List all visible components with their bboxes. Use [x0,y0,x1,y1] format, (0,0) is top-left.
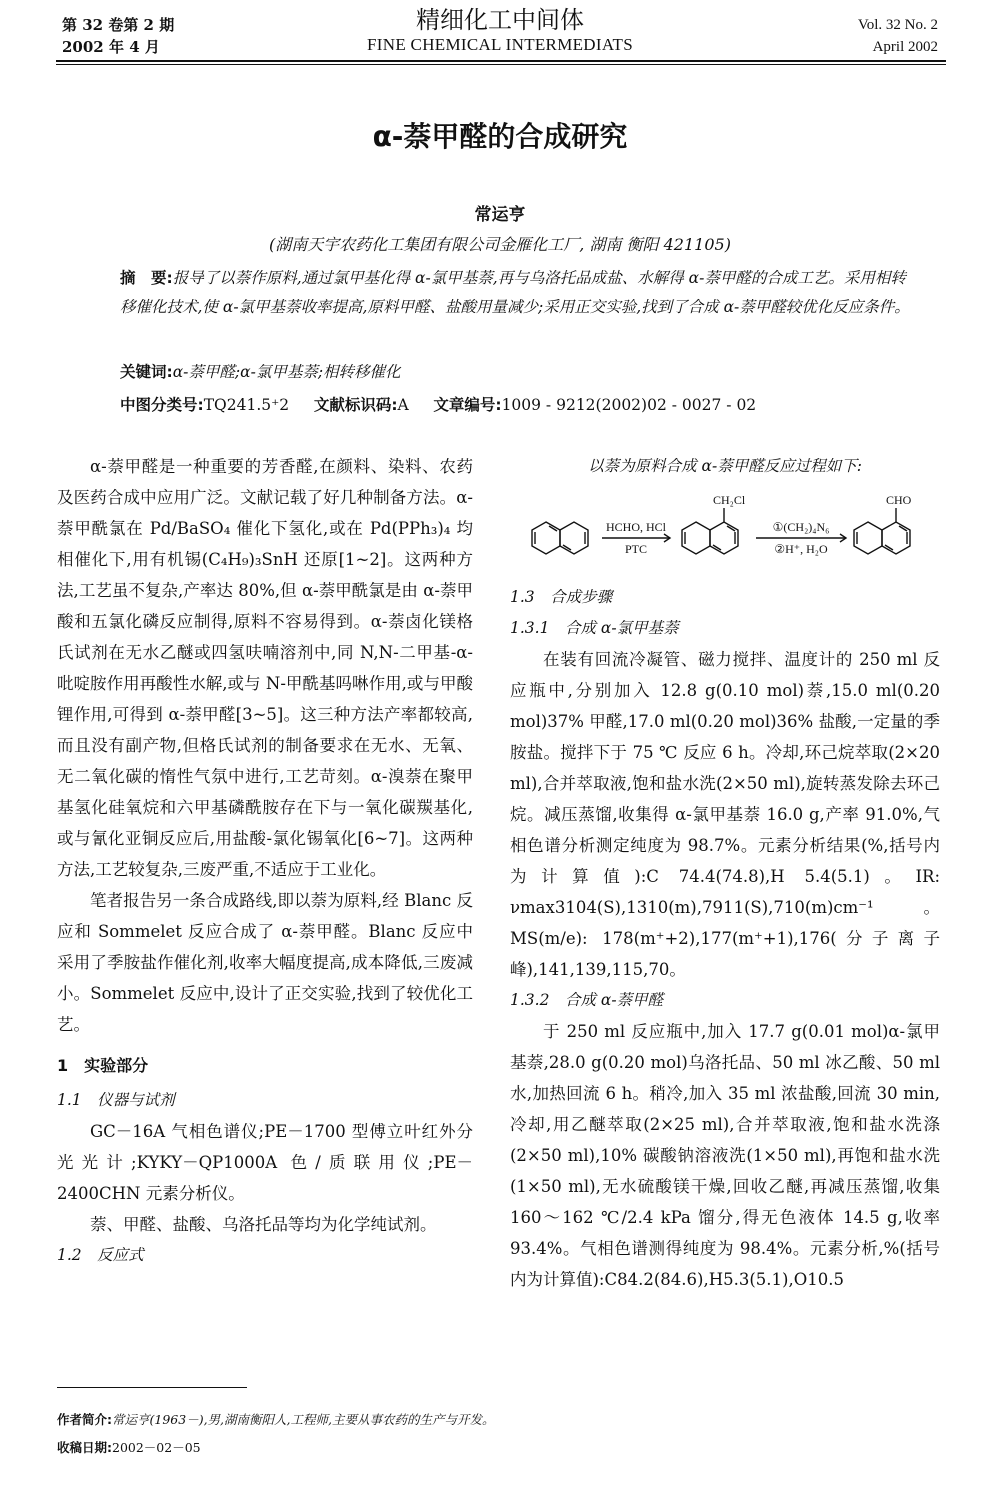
journal-date: 2002 年 4 月 [62,38,160,56]
intro-paragraph-1: α-萘甲醛是一种重要的芳香醛,在颜料、染料、农药及医药合成中应用广泛。文献记载了好几种制备方法。α-萘甲酰氯在 Pd/BaSO₄ 催化下氢化,或在 Pd(PPh₃)₄ 均相催化下,用有机锡(C₄H₉)₃SnH 还原[1~2]。这两种方法,工艺虽不复杂,产率达 80%,但 α-萘甲酰氯是由 α-萘甲酸和五氯化磷反应制得,原料不容易得到。α-萘卤化镁格氏试剂在无水乙醚或四氢呋喃溶剂中,同 N,N-二甲基-α-吡啶胺作用再酸性水解,或与 N-甲酰基吗啉作用,或与甲酸锂作用,可得到 α-萘甲醛[3~5]。这三种方法产率都较高,而且没有副产物,但格氏试剂的制备要求在无水、无氧、无二氧化碳的惰性气氛中进行,工艺苛刻。α-溴萘在聚甲基氢化硅氧烷和六甲基磷酰胺存在下与一氧化碳羰基化,或与氰化亚铜反应后,用盐酸-氯化锡氧化[6~7]。这两种方法,工艺较复杂,三废严重,不适应于工业化。 [57,457,473,879]
journal-issue [62,14,174,58]
paper-title: α-萘甲醛的合成研究 [372,120,628,153]
journal-date-en: April 2002 [872,39,938,55]
keywords-label: 关键词: [120,363,173,381]
abstract-label: 摘 要: [120,269,173,287]
author-bio-text: 常运亨(1963－),男,湖南衡阳人,工程师,主要从事农药的生产与开发。 [112,1412,495,1427]
article-id-value: 1009 - 9212(2002)02 - 0027 - 02 [501,396,757,414]
section-1-heading: 1 实验部分 [57,1056,149,1075]
keywords-text: α-萘甲醛;α-氯甲基萘;相转移催化 [172,363,401,381]
author-affiliation: (湖南天宇农药化工集团有限公司金雁化工厂, 湖南 衡阳 421105) [269,235,731,254]
synthesis-1-paragraph: 在装有回流冷凝管、磁力搅拌、温度计的 250 ml 反应瓶中,分别加入 12.8 g(0.10 mol)萘,15.0 ml(0.20 mol)37% 甲醛,17.0 ml(0.20 mol)36% 盐酸,一定量的季胺盐。搅拌下于 75 ℃ 反应 6 h。冷却,环己烷萃取(2×20 ml),合并萃取液,饱和盐水洗(2×50 ml),旋转蒸发除去环己烷。减压蒸馏,收集得 α-氯甲基萘 16.0 g,产率 91.0%,气相色谱分析测定纯度为 98.7%。元素分析结果(%,括号内为计算值):C 74.4(74.8),H 5.4(5.1)。IR: νmax3104(S),1310(m),7911(S),710(m)cm⁻¹。MS(m/e): 178(m⁺+2),177(m⁺+1),176(分子离子峰),141,139,115,70。 [510,650,940,979]
instruments-paragraph: GC－16A 气相色谱仪;PE－1700 型傅立叶红外分光光计;KYKY－QP1000A 色/质联用仪;PE－2400CHN 元素分析仪。 [57,1122,473,1203]
section-1-3-2-heading: 1.3.2 合成 α-萘甲醛 [510,991,664,1009]
reaction-scheme-drawing [510,482,940,582]
synthesis-2-paragraph: 于 250 ml 反应瓶中,加入 17.7 g(0.01 mol)α-氯甲基萘,28.0 g(0.20 mol)乌洛托品、50 ml 冰乙酸、50 ml 水,加热回流 6 h。稍冷,加入 35 ml 浓盐酸,回流 30 min,冷却,用乙醚萃取(2×25 ml),合并萃取液,饱和盐水洗涤(2×50 ml),10% 碳酸钠溶液洗(1×50 ml),再饱和盐水洗(1×50 ml),无水硫酸镁干燥,回收乙醚,再减压蒸馏,收集 160～162 ℃/2.4 kPa 馏分,得无色液体 14.5 g,收率 93.4%。气相色谱测得纯度为 98.4%。元素分析,%(括号内为计算值):C84.2(84.6),H5.3(5.1),O10.5 [510,1022,940,1289]
reagent-2-bottom: ②H⁺, H₂O [774,542,828,556]
left-column [57,451,473,1271]
keywords [120,360,401,382]
header-rule-thin [56,64,946,65]
abstract [84,264,914,322]
reagent-2-top: ①(CH₂)₄N₆ [772,520,830,534]
header-rule [56,60,946,62]
right-column [510,451,940,1295]
classification-line [120,393,756,415]
section-1-1-heading: 1.1 仪器与试剂 [57,1091,175,1109]
naphthaldehyde-structure [854,508,910,554]
received-date-label: 收稿日期: [57,1440,112,1455]
author-bio-label: 作者简介: [57,1412,112,1427]
author-bio [57,1410,494,1428]
reaction-caption: 以萘为原料合成 α-萘甲醛反应过程如下: [588,457,862,475]
cho-label: CHO [886,493,912,507]
ch2cl-label: CH₂Cl [713,493,746,507]
section-1-2-heading: 1.2 反应式 [57,1246,144,1264]
received-date [57,1438,201,1456]
clc-value: TQ241.5⁺2 [203,396,290,414]
doc-code-label: 文献标识码: [313,396,398,414]
footnote-rule [57,1387,247,1388]
chloromethylnaphthalene-structure [682,508,738,554]
author-name: 常运亨 [474,205,526,225]
journal-name-en: FINE CHEMICAL INTERMEDIATS [367,35,633,54]
abstract-text: 报导了以萘作原料,通过氯甲基化得 α-氯甲基萘,再与乌洛托品成盐、水解得 α-萘甲醛的合成工艺。采用相转移催化技术,使 α-氯甲基萘收率提高,原料甲醛、盐酸用量减少;采用正交实验,找到了合成 α-萘甲醛较优化反应条件。 [120,269,910,316]
intro-paragraph-2: 笔者报告另一条合成路线,即以萘为原料,经 Blanc 反应和 Sommelet 反应合成了 α-萘甲醛。Blanc 反应中采用了季胺盐作催化剂,收率大幅度提高,成本降低,三废减小。Sommelet 反应中,设计了正交实验,找到了较优化工艺。 [57,891,473,1034]
clc-label: 中图分类号: [120,396,204,414]
received-date-value: 2002－02－05 [112,1440,201,1455]
journal-name [300,6,700,56]
naphthalene-structure [532,522,588,554]
reagents-paragraph: 萘、甲醛、盐酸、乌洛托品等均为化学纯试剂。 [90,1215,437,1234]
reagent-1-bottom: PTC [624,542,648,556]
journal-volume: 第 32 卷第 2 期 [62,16,175,34]
journal-name-cn: 精细化工中间体 [416,6,584,34]
doc-code-value: A [397,396,409,414]
journal-issue-en [858,14,938,58]
section-1-3-heading: 1.3 合成步骤 [510,588,613,606]
reaction-scheme [510,482,940,582]
reagent-1-top: HCHO, HCl [605,520,667,534]
article-id-label: 文章编号: [433,396,502,414]
section-1-3-1-heading: 1.3.1 合成 α-氯甲基萘 [510,619,679,637]
journal-volume-en: Vol. 32 No. 2 [857,17,938,33]
